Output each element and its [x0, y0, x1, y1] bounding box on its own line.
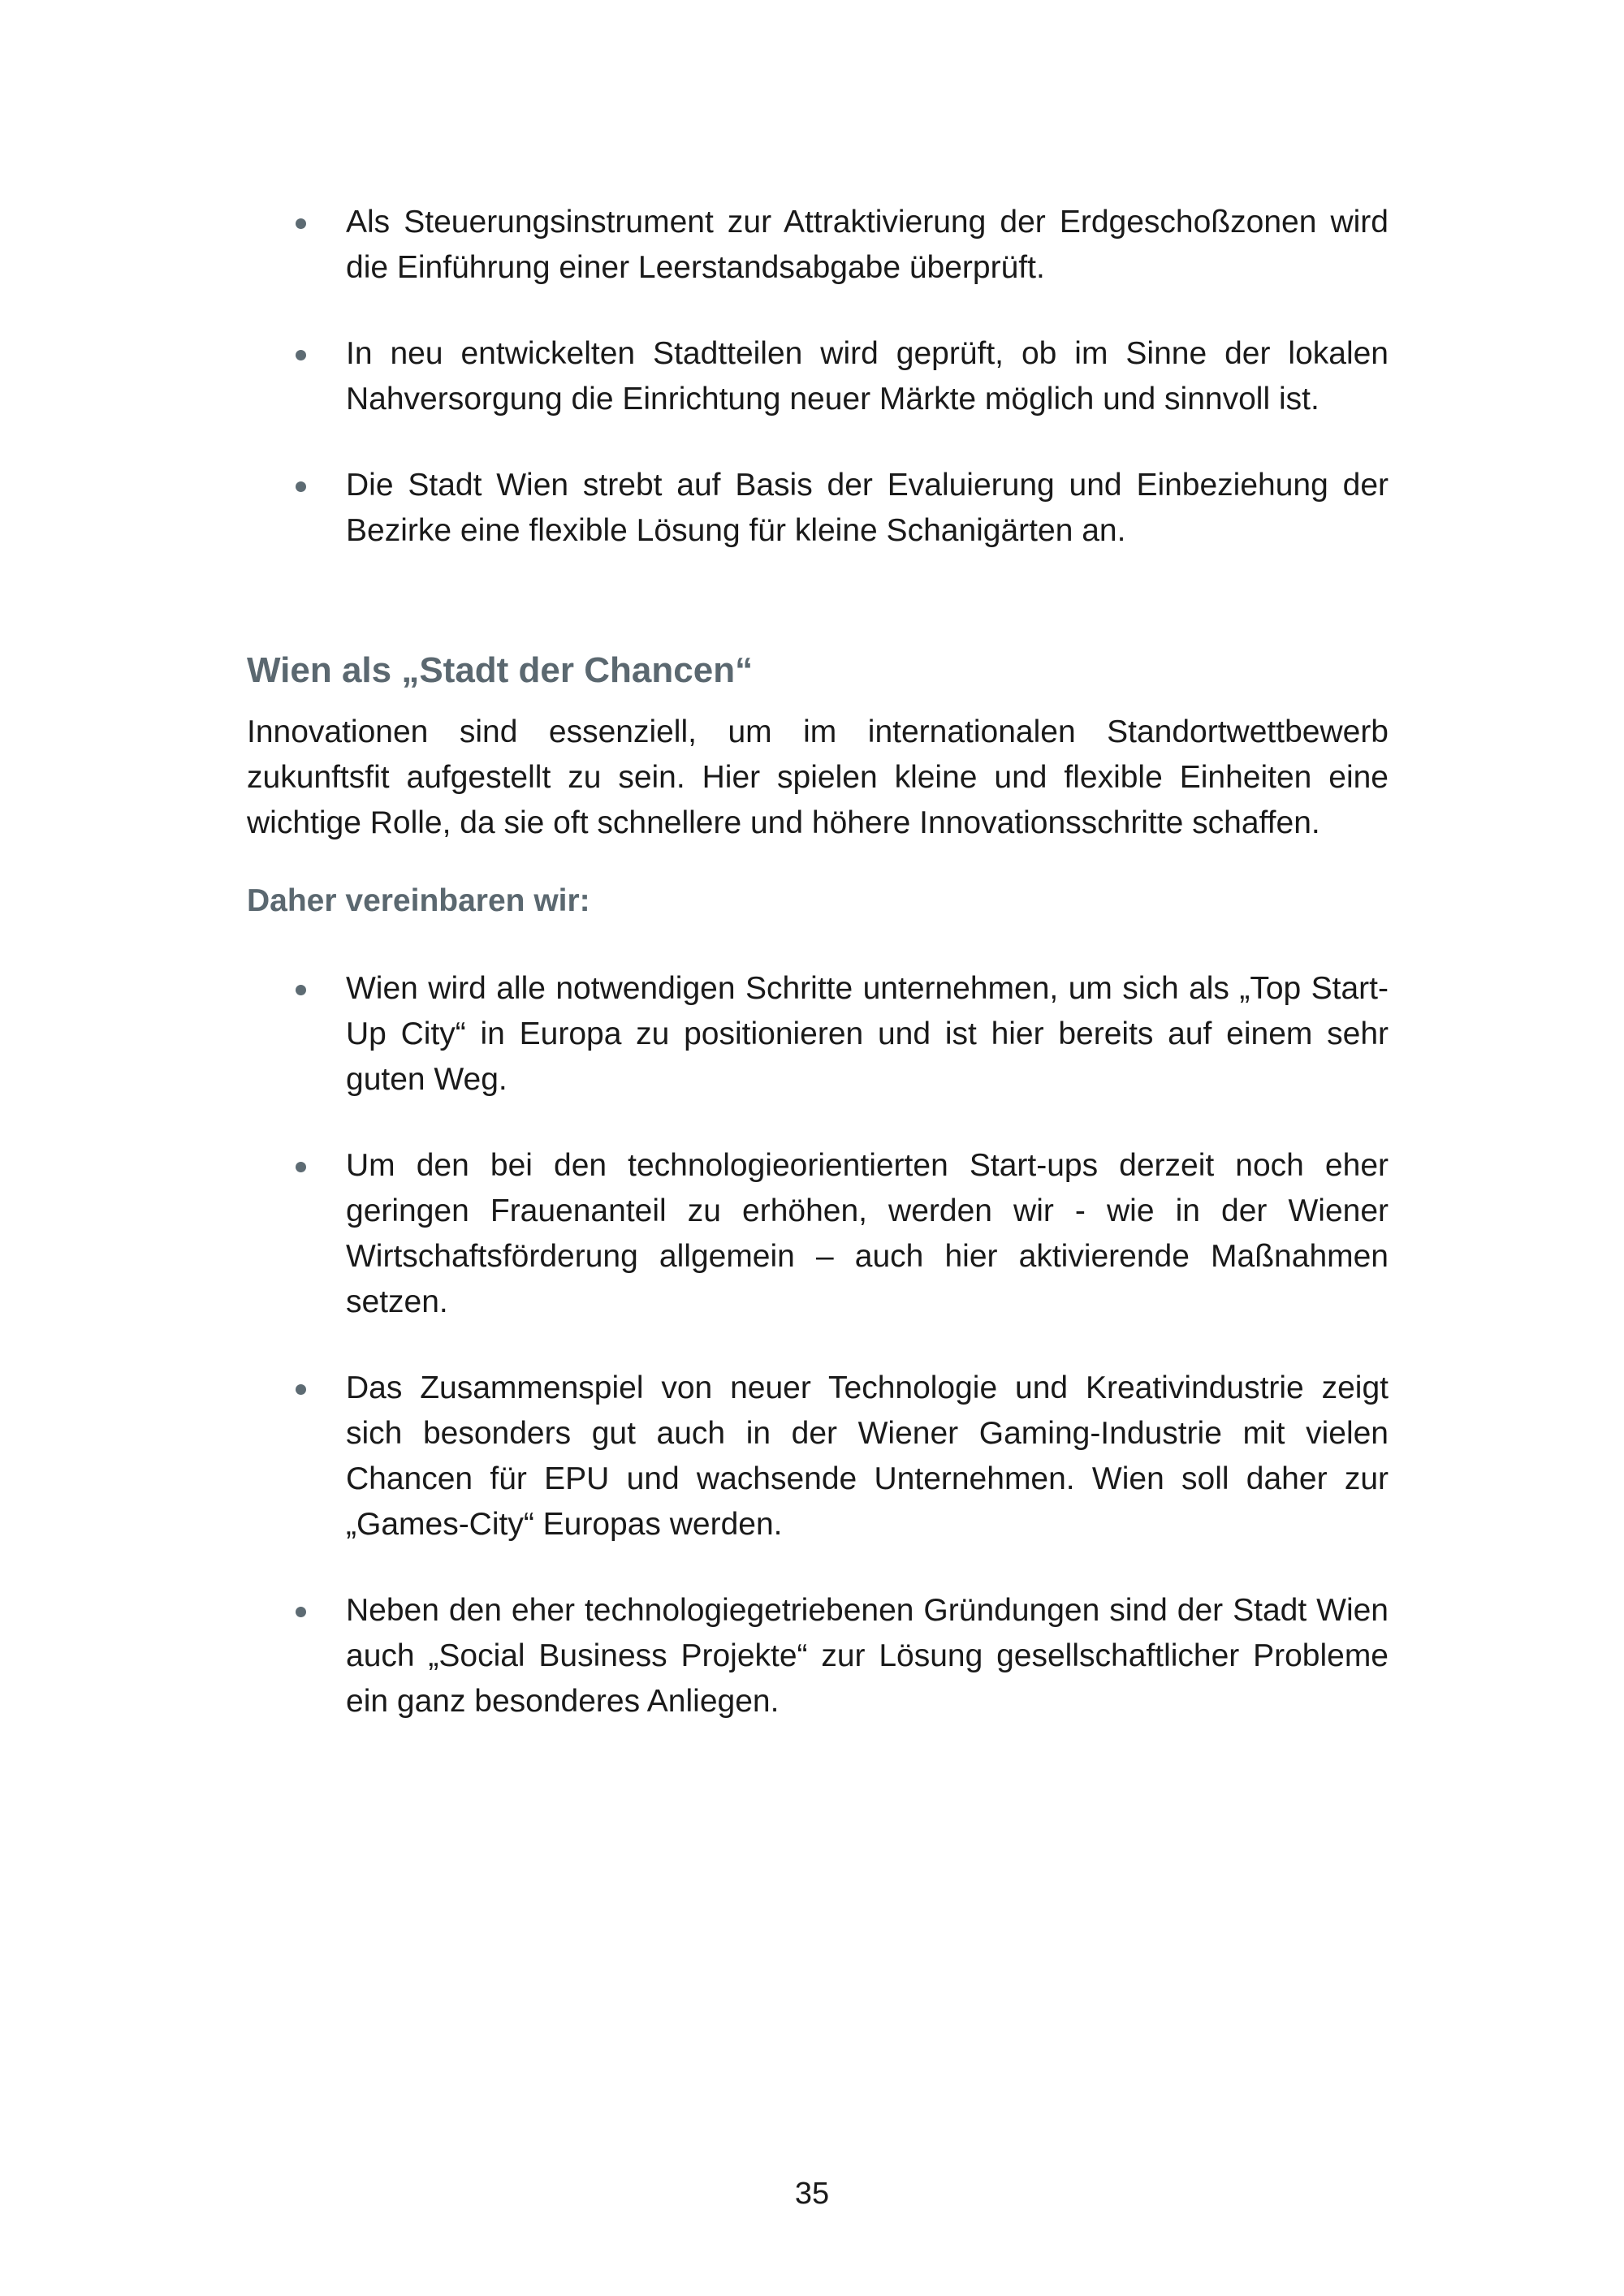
bullet-icon [296, 985, 306, 995]
list-item-text: In neu entwickelten Stadtteilen wird geprüft, ob im Sinne der lokalen Nahversorgung die Einrichtung neuer Märkte möglich und sinnvoll ist. [346, 336, 1389, 416]
list-item-text: Die Stadt Wien strebt auf Basis der Evaluierung und Einbeziehung der Bezirke eine flexible Lösung für kleine Schanigärten an. [346, 468, 1389, 548]
section-subheading: Daher vereinbaren wir: [247, 883, 590, 918]
bullet-icon [296, 481, 306, 492]
list-item [247, 1588, 1389, 1724]
list-item [247, 331, 1389, 422]
list-item-text: Um den bei den technologieorientierten Start-ups derzeit noch eher geringen Frauenanteil zu erhöhen, werden wir - wie in der Wiener Wirtschaftsförderung allgemein – auch hier aktivierende Maßnahmen setzen. [346, 1148, 1389, 1319]
section-intro-paragraph: Innovationen sind essenziell, um im internationalen Standortwettbewerb zukunftsfit aufgestellt zu sein. Hier spielen kleine und flexible Einheiten eine wichtige Rolle, da sie oft schnellere und höhere Innovationsschritte schaffen. [247, 714, 1389, 840]
list-item-text: Als Steuerungsinstrument zur Attraktivierung der Erdgeschoßzonen wird die Einführung einer Leerstandsabgabe überprüft. [346, 205, 1389, 285]
page-number: 35 [794, 2177, 830, 2211]
top-bullet-list [247, 200, 1389, 554]
list-item [247, 463, 1389, 554]
bullet-icon [296, 1384, 306, 1395]
list-item [247, 1366, 1389, 1547]
bullet-icon [296, 218, 306, 229]
page-content [247, 200, 1389, 1765]
list-item-text: Das Zusammenspiel von neuer Technologie und Kreativindustrie zeigt sich besonders gut auch in der Wiener Gaming-Industrie mit vielen Chancen für EPU und wachsende Unternehmen. Wien soll daher zur „Games-City“ Europas werden. [346, 1370, 1389, 1542]
list-item [247, 966, 1389, 1103]
bullet-icon [296, 350, 306, 360]
list-item-text: Wien wird alle notwendigen Schritte unternehmen, um sich als „Top Start-Up City“ in Europa zu positionieren und ist hier bereits auf einem sehr guten Weg. [346, 971, 1389, 1097]
bullet-icon [296, 1607, 306, 1617]
list-item [247, 200, 1389, 291]
list-item [247, 1143, 1389, 1325]
list-item-text: Neben den eher technologiegetriebenen Gründungen sind der Stadt Wien auch „Social Business Projekte“ zur Lösung gesellschaftlicher Probleme ein ganz besonderes Anliegen. [346, 1593, 1389, 1719]
bullet-icon [296, 1162, 306, 1172]
section-bullet-list [247, 966, 1389, 1724]
section-heading: Wien als „Stadt der Chancen“ [247, 650, 754, 690]
